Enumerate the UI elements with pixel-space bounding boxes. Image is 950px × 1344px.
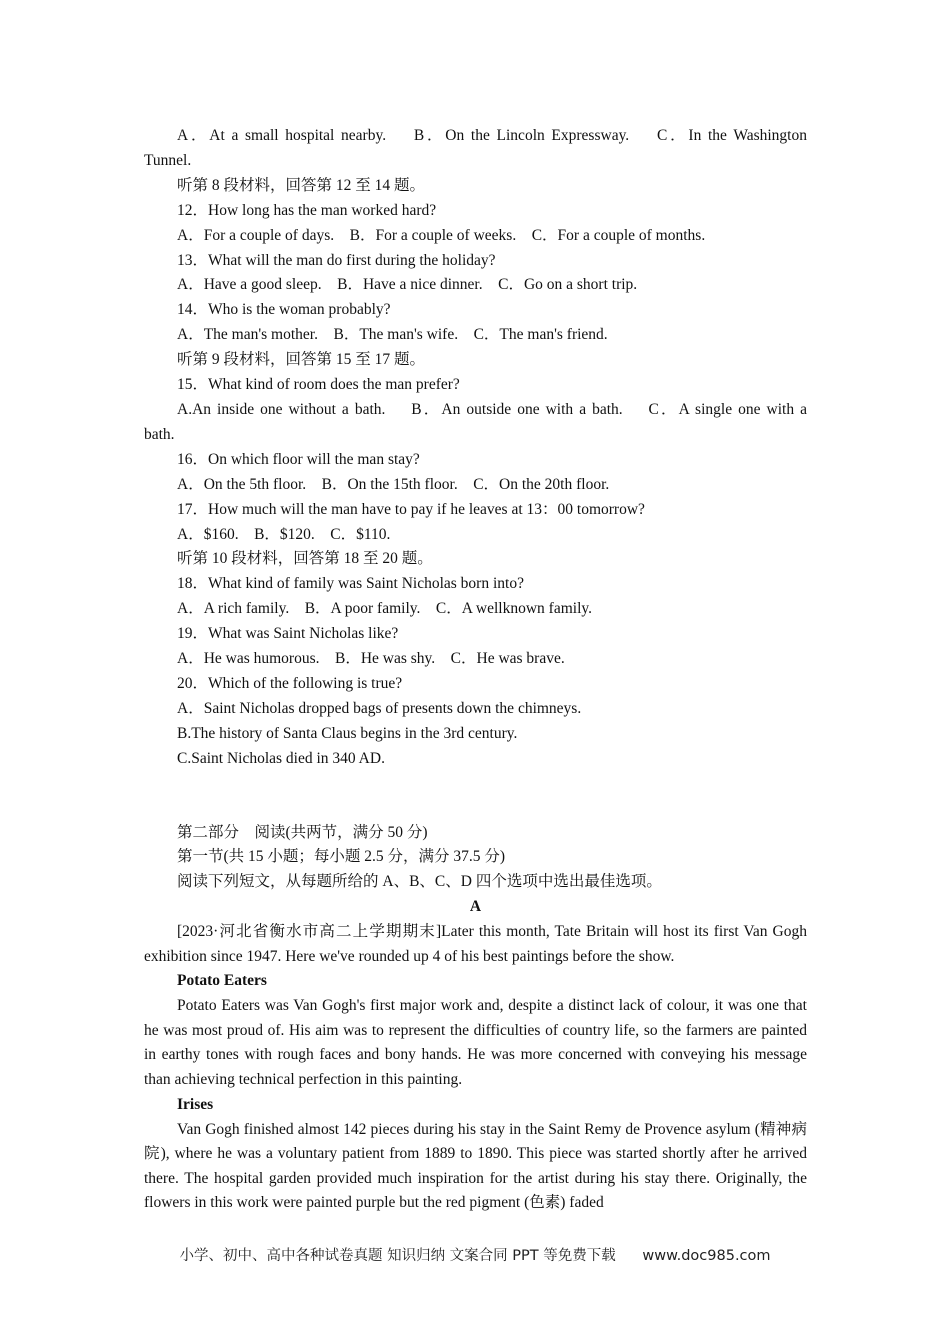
- passage-intro: [2023·河北省衡水市高二上学期期末]Later this month, Tate Britain will host its first Van Gogh exhibition since 1947. Here we've rounded up 4 of his best paintings before the show.: [144, 923, 807, 965]
- footer-url[interactable]: www.doc985.com: [642, 1248, 771, 1264]
- painting1-title: Potato Eaters: [177, 972, 267, 990]
- section8-intro: 听第 8 段材料，回答第 12 至 14 题。: [177, 176, 426, 194]
- q11-options-line2: Tunnel.: [144, 151, 192, 169]
- question-15-options-line2: bath.: [144, 425, 175, 443]
- part2-heading: 第二部分 阅读(共两节，满分 50 分): [177, 823, 428, 841]
- question-15: 15．What kind of room does the man prefer?: [177, 376, 460, 394]
- question-17-options: A．$160. B．$120. C．$110.: [177, 525, 391, 543]
- section-spacer: [144, 772, 807, 821]
- question-16: 16．On which floor will the man stay?: [177, 450, 420, 468]
- page-content: [144, 124, 807, 1216]
- painting1-text: Potato Eaters was Van Gogh's first major work and, despite a distinct lack of colour, it was one that he was most proud of. His aim was to represent the difficulties of country life, so the farmers are painted in earthy tones with rough faces and bony hands. He was more concerned with conveying his message than achieving technical perfection in this painting.: [144, 997, 807, 1089]
- reading-instruction: 阅读下列短文，从每题所给的 A、B、C、D 四个选项中选出最佳选项。: [177, 873, 662, 891]
- question-14-options: A．The man's mother. B．The man's wife. C．The man's friend.: [177, 326, 608, 344]
- question-20: 20．Which of the following is true?: [177, 674, 403, 692]
- question-20-option-c: C.Saint Nicholas died in 340 AD.: [177, 749, 385, 767]
- question-12: 12．How long has the man worked hard?: [177, 201, 437, 219]
- question-13: 13．What will the man do first during the holiday?: [177, 251, 496, 269]
- question-15-options-line1: A.An inside one without a bath. B．An outside one with a bath. C．A single one with a: [177, 400, 807, 418]
- question-18-options: A．A rich family. B．A poor family. C．A wellknown family.: [177, 600, 593, 618]
- footer-text: 小学、初中、高中各种试卷真题 知识归纳 文案合同 PPT 等免费下载: [179, 1248, 616, 1264]
- question-17: 17．How much will the man have to pay if he leaves at 13：00 tomorrow?: [177, 500, 645, 518]
- q11-options-line1: A．At a small hospital nearby. B．On the Lincoln Expressway. C．In the Washington: [177, 127, 807, 144]
- section1-heading: 第一节(共 15 小题；每小题 2.5 分，满分 37.5 分): [177, 848, 506, 866]
- passage-label: A: [469, 898, 482, 916]
- painting2-text: Van Gogh finished almost 142 pieces during his stay in the Saint Remy de Provence asylum (精神病院), where he was a voluntary patient from 1889 to 1890. This piece was started shortly after he arrived there. The hospital garden provided much inspiration for the artist during his stay there. Originally, the flowers in this work were painted purple but the red pigment (色素) faded: [144, 1120, 807, 1212]
- section10-intro: 听第 10 段材料，回答第 18 至 20 题。: [177, 550, 433, 568]
- question-19: 19．What was Saint Nicholas like?: [177, 625, 399, 643]
- question-20-option-a: A．Saint Nicholas dropped bags of presents down the chimneys.: [177, 699, 582, 717]
- painting2-title: Irises: [177, 1095, 214, 1113]
- question-16-options: A．On the 5th floor. B．On the 15th floor. C．On the 20th floor.: [177, 475, 610, 493]
- question-20-option-b: B.The history of Santa Claus begins in the 3rd century.: [177, 724, 518, 742]
- section9-intro: 听第 9 段材料，回答第 15 至 17 题。: [177, 351, 426, 369]
- question-13-options: A．Have a good sleep. B．Have a nice dinner. C．Go on a short trip.: [177, 276, 638, 294]
- question-19-options: A．He was humorous. B．He was shy. C．He was brave.: [177, 650, 565, 668]
- question-12-options: A．For a couple of days. B．For a couple of weeks. C．For a couple of months.: [177, 226, 706, 244]
- question-14: 14．Who is the woman probably?: [177, 301, 391, 319]
- question-18: 18．What kind of family was Saint Nicholas born into?: [177, 575, 524, 593]
- page-footer: [0, 1244, 950, 1265]
